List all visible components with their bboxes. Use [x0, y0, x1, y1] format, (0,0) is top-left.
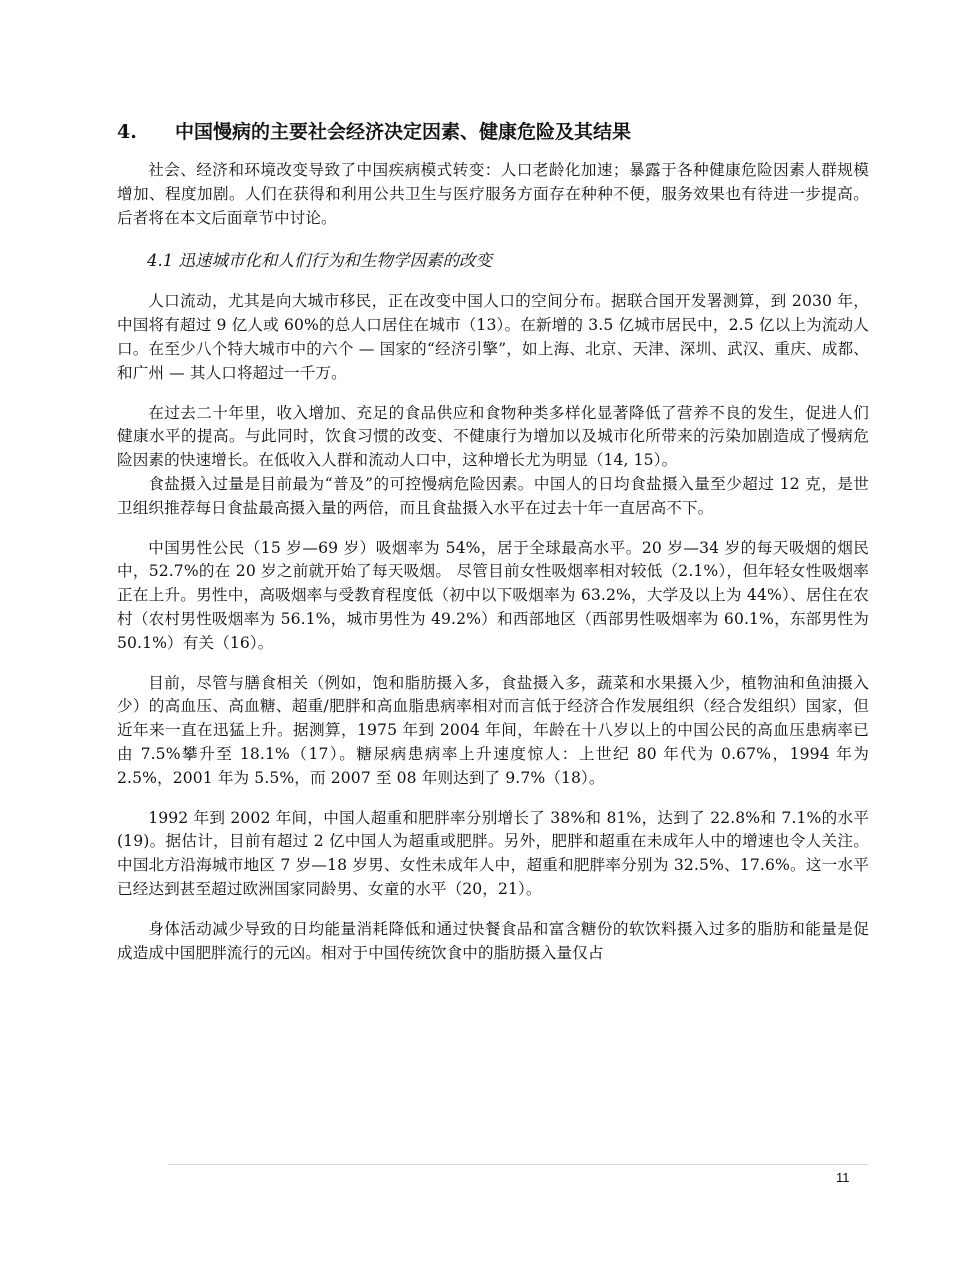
section-title: 中国慢病的主要社会经济决定因素、健康危险及其结果 [175, 121, 632, 143]
paragraph-hypertension-diabetes: 目前，尽管与膳食相关（例如，饱和脂肪摄入多，食盐摄入多，蔬菜和水果摄入少，植物油和鱼油摄入少）的高血压、高血糖、超重/肥胖和高血脂患病率相对而言低于经济合作发展组织（经合发组织）国家，但近年来一直在迅猛上升。据测算，1975 年到 2004 年间，年龄在十八岁以上的中国公民的高血压患病率已由 7.5%攀升至 18.1%（17）。糖尿病患病率上升速度惊人：上世纪 80 年代为 0.67%，1994 年为 2.5%，2001 年为 5.5%，而 2007 至 08 年则达到了 9.7%（18）。 [117, 673, 869, 787]
intro-paragraph: 社会、经济和环境改变导致了中国疾病模式转变：人口老龄化加速；暴露于各种健康危险因素人群规模增加、程度加剧。人们在获得和利用公共卫生与医疗服务方面存在种种不便，服务效果也有待进一步提高。后者将在本文后面章节中讨论。 [117, 161, 869, 227]
paragraph-obesity: 1992 年到 2002 年间，中国人超重和肥胖率分别增长了 38%和 81%，达到了 22.8%和 7.1%的水平 (19)。据估计，目前有超过 2 亿中国人为超重或肥胖。另外，肥胖和超重在未成年人中的增速也令人关注。中国北方沿海城市地区 7 岁—18 岁男、女性未成年人中，超重和肥胖率分别为 32.5%、17.6%。这一水平已经达到甚至超过欧洲国家同龄男、女童的水平（20，21）。 [117, 808, 869, 898]
page-number: 11 [836, 1170, 850, 1185]
section-heading [117, 118, 869, 146]
paragraph-urbanization: 人口流动，尤其是向大城市移民，正在改变中国人口的空间分布。据联合国开发署测算，到 2030 年，中国将有超过 9 亿人或 60%的总人口居住在城市（13）。在新增的 3.5 亿城市居民中，2.5 亿以上为流动人口。在至少八个特大城市中的六个 — 国家的“经济引擎”，如上海、北京、天津、深圳、武汉、重庆、成都、和广州 — 其人口将超过一千万。 [117, 292, 869, 382]
paragraph-salt: 食盐摄入过量是目前最为“普及”的可控慢病危险因素。中国人的日均食盐摄入量至少超过 12 克，是世卫组织推荐每日食盐最高摄入量的两倍，而且食盐摄入水平在过去十年一直居高不下。 [117, 474, 869, 517]
footer-divider [168, 1164, 868, 1165]
paragraph-physical-activity: 身体活动减少导致的日均能量消耗降低和通过快餐食品和富含糖份的软饮料摄入过多的脂肪和能量是促成造成中国肥胖流行的元凶。相对于中国传统饮食中的脂肪摄入量仅占 [117, 919, 869, 962]
subsection-title: 4.1 迅速城市化和人们行为和生物学因素的改变 [147, 251, 492, 271]
document-page [117, 118, 869, 965]
section-number: 4. [117, 121, 137, 143]
paragraph-smoking: 中国男性公民（15 岁—69 岁）吸烟率为 54%，居于全球最高水平。20 岁—34 岁的每天吸烟的烟民中，52.7%的在 20 岁之前就开始了每天吸烟。 尽管目前女性吸烟率相对较低（2.1%），但年轻女性吸烟率正在上升。男性中，高吸烟率与受教育程度低（初中以下吸烟率为 63.2%，大学及以上为 44%）、居住在农村（农村男性吸烟率为 56.1%，城市男性为 49.2%）和西部地区（西部男性吸烟率为 60.1%，东部男性为 50.1%）有关（16）。 [117, 538, 869, 652]
paragraph-nutrition: 在过去二十年里，收入增加、充足的食品供应和食物种类多样化显著降低了营养不良的发生，促进人们健康水平的提高。与此同时，饮食习惯的改变、不健康行为增加以及城市化所带来的污染加剧造成了慢病危险因素的快速增长。在低收入人群和流动人口中，这种增长尤为明显（14, 15）。 [117, 403, 869, 470]
